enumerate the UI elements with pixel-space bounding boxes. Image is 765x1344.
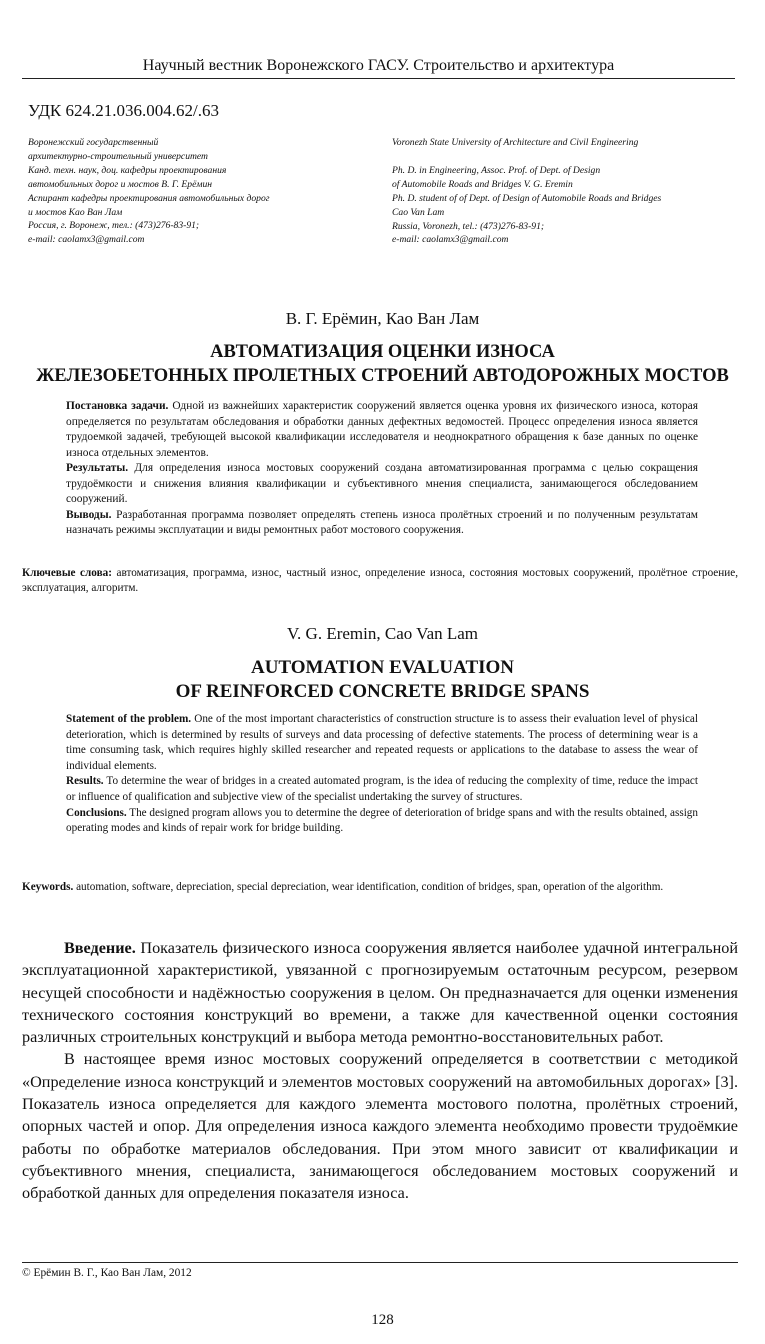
article-title-ru [0, 340, 765, 388]
affiliation-ru-line: Аспирант кафедры проектирования автомобильных дорог [28, 192, 270, 204]
abstract-en-conclusions [66, 806, 698, 837]
results-text: Для определения износа мостовых сооружений создана автоматизированная программа с целью сокращения трудоёмкости и снижения влияния квалификации и субъективного мнения специалиста, занимающегося обследованием сооружений. [66, 462, 698, 505]
abstract-en-problem [66, 712, 698, 774]
title-en-line-1: AUTOMATION EVALUATION [250, 657, 515, 678]
results-label: Результаты. [66, 462, 129, 474]
intro-text: Показатель физического износа сооружения является наиболее удачной интегральной эксплуатационной характеристикой, увязанной с прогнозируемым остаточным ресурсом, резервом несущей способности и надёжностью сооружения в целом. Он предназначается для оценки изменения технического состояния конструкций во времени, а также для качественной оценки состояния различных строительных конструкций и выбора метода ремонтно-восстановительных работ. [22, 939, 738, 1047]
affiliation-en [392, 136, 742, 247]
abstract-en-results [66, 774, 698, 805]
intro-label: Введение. [64, 939, 136, 957]
abstract-ru-problem [66, 399, 698, 461]
conclusions-text: Разработанная программа позволяет определять степень износа пролётных строений и по полученным результатам назначать режимы эксплуатации и виды ремонтных работ мостового сооружения. [66, 508, 698, 536]
results-label: Results. [66, 775, 104, 788]
problem-text: One of the most important characteristics of construction structure is to assess their evaluation level of physical deterioration, which is determined by results of surveys and data processing of defective statements. The process of determining wear is a time consuming task, which requires highly skilled researcher and repeated requests or applications to the database to assess the wear of individual elements. [66, 713, 698, 772]
article-title-en [0, 656, 765, 704]
footer-rule [22, 1262, 738, 1263]
affiliation-ru-line: Канд. техн. наук, доц. кафедры проектирования [28, 164, 227, 176]
keywords-label: Ключевые слова: [22, 567, 112, 579]
keywords-text: automation, software, depreciation, special depreciation, wear identification, condition of bridges, span, operation of the algorithm. [73, 881, 664, 893]
affiliation-ru-line: e-mail: caolamx3@gmail.com [28, 234, 145, 246]
affiliation-en-line: Ph. D. student of of Dept. of Design of Automobile Roads and Bridges [392, 192, 662, 204]
problem-text: Одной из важнейших характеристик сооружений является оценка уровня их физического износа, которая определяется по результатам обследования и обработки данных дефектных ведомостей. Процесс определения износа является трудоемкой задачей, требующей высокой квалификации исследователя и неоднократного обращения к базе данных по оценке износа отдельных элементов. [66, 400, 698, 459]
conclusions-label: Conclusions. [66, 806, 127, 819]
journal-header: Научный вестник Воронежского ГАСУ. Строительство и архитектура [22, 56, 735, 79]
abstract-ru-results [66, 461, 698, 508]
intro-paragraph [22, 937, 738, 1048]
affiliation-en-university: Voronezh State University of Architecture and Civil Engineering [392, 137, 639, 148]
title-ru-line-2: ЖЕЛЕЗОБЕТОННЫХ ПРОЛЕТНЫХ СТРОЕНИЙ АВТОДОРОЖНЫХ МОСТОВ [36, 366, 729, 386]
keywords-en [22, 880, 738, 895]
affiliation-ru-line: Воронежский государственный [28, 137, 159, 148]
keywords-label: Keywords. [22, 881, 74, 893]
keywords-ru [22, 566, 738, 596]
body-text [22, 937, 738, 1205]
affiliation-ru-line: архитектурно-строительный университет [28, 150, 208, 162]
paragraph-2: В настоящее время износ мостовых сооружений определяется в соответствии с методикой «Определение износа конструкций и элементов мостовых сооружений на автомобильных дорогах» [3]. Показатель износа определяется для каждого элемента мостового полотна, пролётных строений, опорных частей и опор. Для определения износа каждого элемента необходимо провести трудоёмкие работы по обработке материалов обследования. При этом много зависит от квалификации и субъективного мнения, специалиста, занимающегося обследованием мостовых сооружений и обработкой данных для определения показателя износа. [22, 1050, 738, 1203]
conclusions-text: The designed program allows you to determine the degree of deterioration of bridge spans and with the results obtained, assign operating modes and kinds of repair work for bridge building. [66, 806, 698, 835]
abstract-en [66, 712, 698, 837]
results-text: To determine the wear of bridges in a created automated program, is the idea of reducing the complexity of time, reduce the impact or influence of qualification and subjective view of the specialist undertaking the survey of structures. [66, 775, 698, 803]
problem-label: Постановка задачи. [66, 400, 169, 412]
keywords-text: автоматизация, программа, износ, частный износ, определение износа, состояния мостовых сооружений, пролётное строение, эксплуатация, алгоритм. [22, 567, 739, 594]
page-number: 128 [371, 1312, 394, 1328]
affiliation-ru-line: автомобильных дорог и мостов В. Г. Ерёмин [28, 178, 213, 190]
affiliation-ru-line: и мостов Као Ван Лам [28, 206, 123, 218]
authors-ru: В. Г. Ерёмин, Као Ван Лам [285, 309, 480, 328]
affiliation-en-line: Ph. D. in Engineering, Assoc. Prof. of Dept. of Design [392, 164, 601, 176]
abstract-ru-conclusions [66, 508, 698, 539]
affiliation-en-line: Cao Van Lam [392, 206, 445, 218]
affiliation-en-line: e-mail: caolamx3@gmail.com [392, 234, 509, 246]
abstract-ru [66, 399, 698, 539]
affiliation-en-line: Russia, Voronezh, tel.: (473)276-83-91; [392, 220, 545, 232]
title-en-line-2: OF REINFORCED CONCRETE BRIDGE SPANS [175, 681, 590, 702]
affiliation-ru [28, 136, 368, 247]
affiliation-en-line: of Automobile Roads and Bridges V. G. Eremin [392, 178, 573, 190]
udk-code: УДК 624.21.036.004.62/.63 [28, 101, 219, 120]
title-ru-line-1: АВТОМАТИЗАЦИЯ ОЦЕНКИ ИЗНОСА [210, 342, 555, 362]
authors-en: V. G. Eremin, Cao Van Lam [286, 624, 479, 643]
copyright: © Ерёмин В. Г., Као Ван Лам, 2012 [22, 1267, 192, 1279]
conclusions-label: Выводы. [66, 508, 112, 521]
affiliation-ru-line: Россия, г. Воронеж, тел.: (473)276-83-91; [28, 220, 200, 232]
problem-label: Statement of the problem. [66, 713, 192, 725]
